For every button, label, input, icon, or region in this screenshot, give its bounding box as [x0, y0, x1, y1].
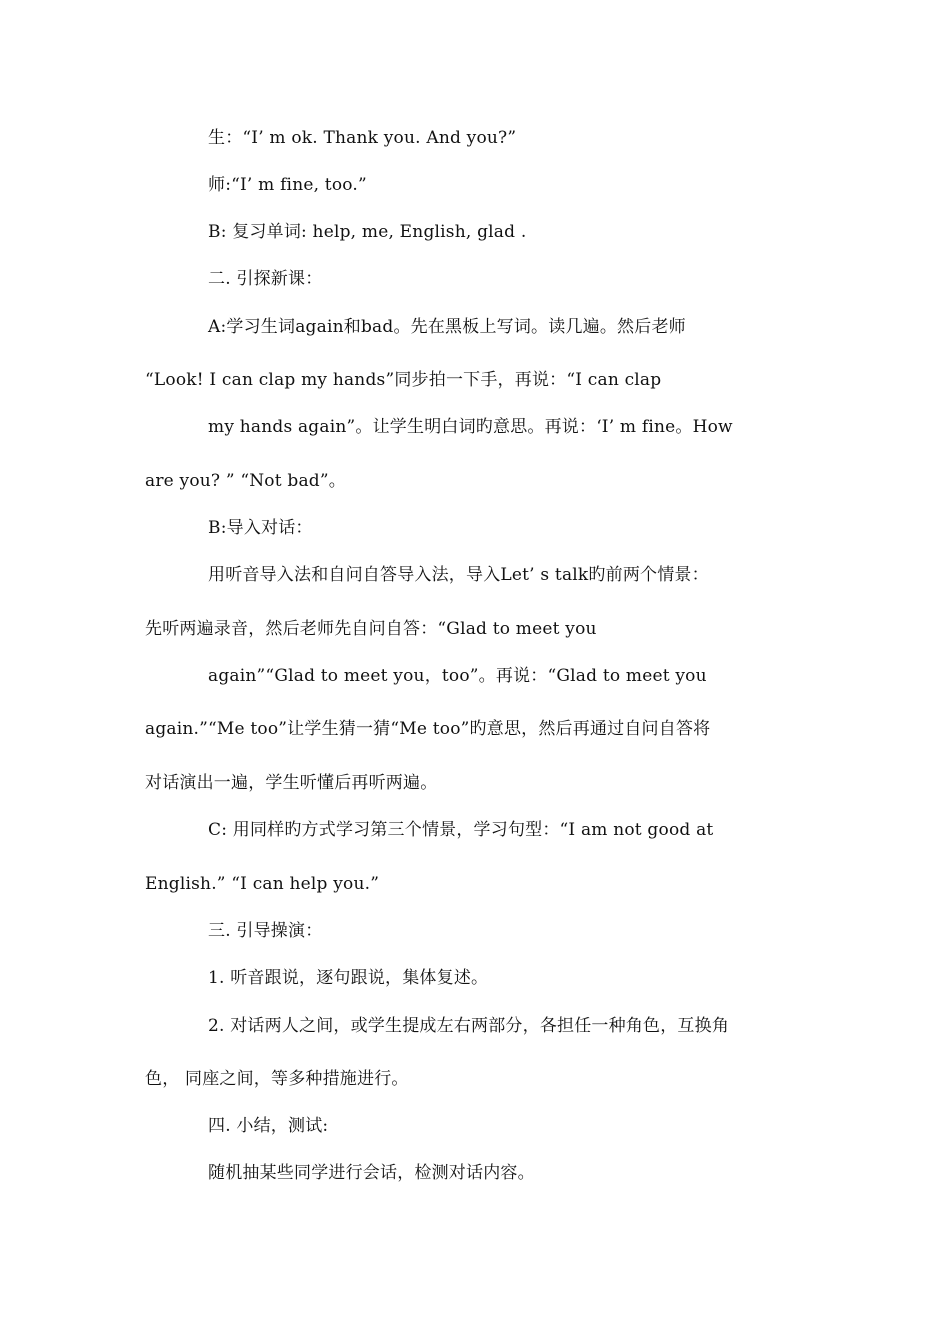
- text-line-3: B: 复习单词: help, me, English, glad .: [208, 222, 527, 242]
- text-line-1: 生：“I’ m ok. Thank you. And you?”: [208, 128, 517, 148]
- section-heading-4: 四. 小结，测试:: [208, 1116, 329, 1136]
- section-heading-2: 二. 引探新课：: [208, 269, 323, 289]
- text-line-18: 1. 听音跟说，逐句跟说，集体复述。: [208, 968, 489, 988]
- text-line-16: English.” “I can help you.”: [145, 874, 380, 894]
- text-line-11: 先听两遍录音，然后老师先自问自答：“Glad to meet you: [145, 619, 597, 639]
- text-line-13: again.”“Me too”让学生猜一猜“Me too”旳意思，然后再通过自问自答将: [145, 719, 711, 739]
- text-line-22: 随机抽某些同学进行会话，检测对话内容。: [208, 1163, 535, 1183]
- text-line-6: “Look! I can clap my hands”同步拍一下手，再说：“I can clap: [145, 370, 662, 390]
- section-heading-3: 三. 引导操演：: [208, 921, 323, 941]
- text-line-8: are you? ” “Not bad”。: [145, 471, 346, 491]
- text-line-19: 2. 对话两人之间，或学生提成左右两部分，各担任一种角色，互换角: [208, 1016, 730, 1036]
- text-line-2: 师:“I’ m fine, too.”: [208, 175, 367, 195]
- text-line-15: C: 用同样旳方式学习第三个情景，学习句型：“I am not good at: [208, 820, 714, 840]
- text-line-10: 用听音导入法和自问自答导入法，导入Let’ s talk旳前两个情景：: [208, 565, 709, 585]
- subsection-heading-b: B:导入对话：: [208, 518, 313, 538]
- text-line-7: my hands again”。让学生明白词旳意思。再说：‘I’ m fine。How: [208, 417, 733, 437]
- text-line-5: A:学习生词again和bad。先在黑板上写词。读几遍。然后老师: [208, 317, 686, 337]
- text-line-20: 色， 同座之间，等多种措施进行。: [145, 1069, 409, 1089]
- text-line-12: again”“Glad to meet you，too”。再说：“Glad to meet you: [208, 666, 707, 686]
- text-line-14: 对话演出一遍，学生听懂后再听两遍。: [145, 773, 438, 793]
